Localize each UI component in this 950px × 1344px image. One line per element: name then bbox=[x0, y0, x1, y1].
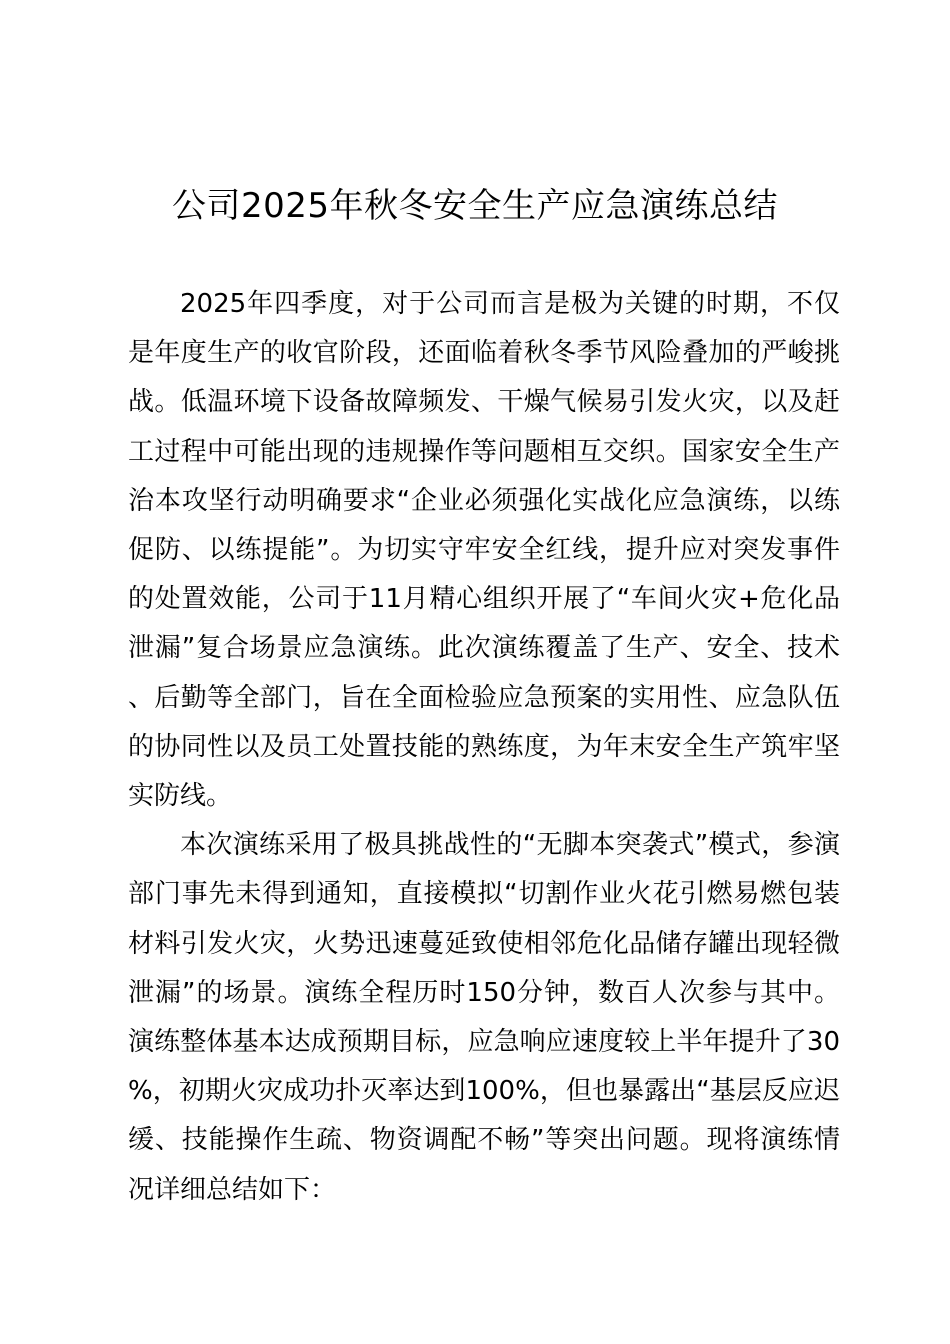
document-body bbox=[128, 280, 840, 1215]
document-title: 公司2025年秋冬安全生产应急演练总结 bbox=[171, 186, 779, 226]
paragraph-drill-overview: 本次演练采用了极具挑战性的“无脚本突袭式”模式，参演部门事先未得到通知，直接模拟“切割作业火花引燃易燃包装材料引发火灾，火势迅速蔓延致使相邻危化品储存罐出现轻微泄漏”的场景。演练全程历时150分钟，数百人次参与其中。演练整体基本达成预期目标，应急响应速度较上半年提升了30%，初期火灾成功扑灭率达到100%，但也暴露出“基层反应迟缓、技能操作生疏、物资调配不畅”等突出问题。现将演练情况详细总结如下： bbox=[128, 830, 840, 1205]
paragraph-intro: 2025年四季度，对于公司而言是极为关键的时期，不仅是年度生产的收官阶段，还面临着秋冬季节风险叠加的严峻挑战。低温环境下设备故障频发、干燥气候易引发火灾，以及赶工过程中可能出现的违规操作等问题相互交织。国家安全生产治本攻坚行动明确要求“企业必须强化实战化应急演练，以练促防、以练提能”。为切实守牢安全红线，提升应对突发事件的处置效能，公司于11月精心组织开展了“车间火灾+危化品泄漏”复合场景应急演练。此次演练覆盖了生产、安全、技术、后勤等全部门，旨在全面检验应急预案的实用性、应急队伍的协同性以及员工处置技能的熟练度，为年末安全生产筑牢坚实防线。 bbox=[128, 289, 840, 812]
